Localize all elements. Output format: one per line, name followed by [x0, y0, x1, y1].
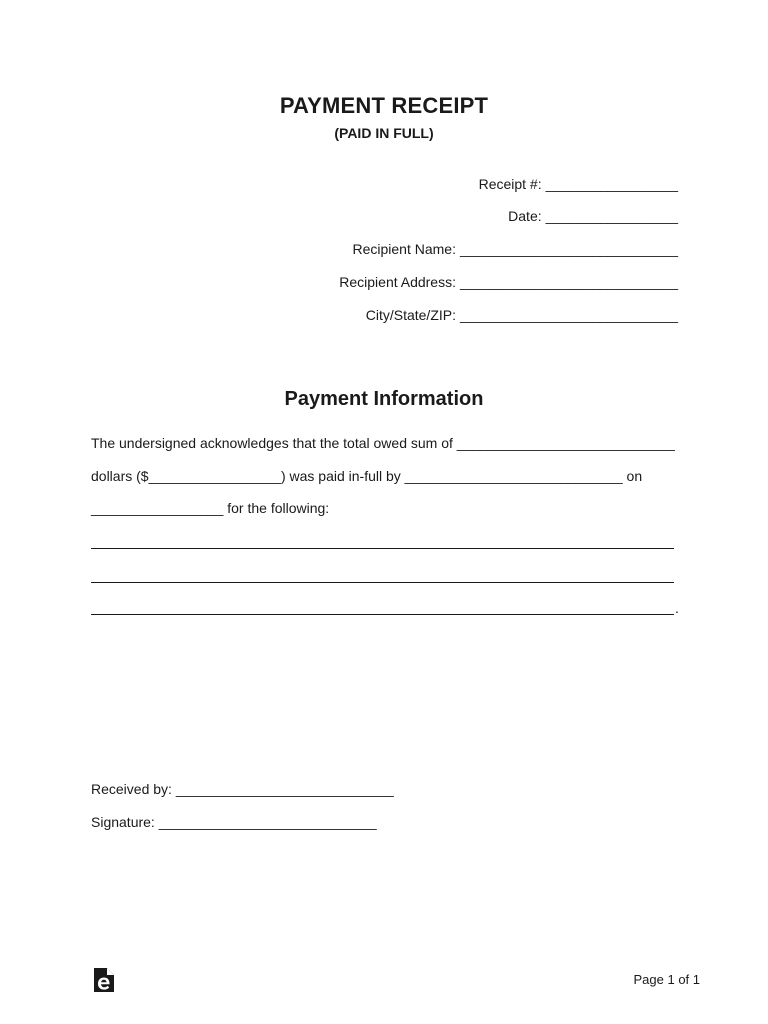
date-field[interactable]	[508, 208, 678, 224]
document-title: PAYMENT RECEIPT	[279, 93, 489, 118]
payment-text-line-1[interactable]: The undersigned acknowledges that the total owed sum of ____________________________	[91, 435, 675, 451]
document-subtitle: (PAID IN FULL)	[334, 125, 434, 141]
recipient-name-field[interactable]	[352, 241, 678, 257]
city-state-zip-blank[interactable]: ____________________________	[459, 307, 678, 323]
received-by-field[interactable]: Received by: ____________________________	[91, 781, 394, 797]
recipient-address-label: Recipient Address:	[339, 274, 456, 290]
recipient-name-blank[interactable]: ____________________________	[459, 241, 678, 257]
recipient-name-label: Recipient Name:	[352, 241, 456, 257]
recipient-address-field[interactable]	[339, 274, 678, 290]
payment-information-heading: Payment Information	[284, 388, 484, 410]
receipt-number-label: Receipt #:	[478, 176, 542, 192]
page-number: Page 1 of 1	[633, 972, 700, 987]
payment-text-line-2[interactable]: dollars ($_________________) was paid in-full by ____________________________ on	[91, 468, 643, 484]
description-period: .	[675, 600, 679, 616]
recipient-address-blank[interactable]: ____________________________	[459, 274, 678, 290]
payment-text-line-3[interactable]: _________________ for the following:	[91, 500, 330, 516]
city-state-zip-label: City/State/ZIP:	[365, 307, 456, 323]
receipt-number-field[interactable]	[479, 176, 678, 192]
signature-field[interactable]: Signature: ____________________________	[91, 814, 377, 830]
date-label: Date:	[508, 208, 542, 224]
description-line-2[interactable]	[91, 582, 674, 583]
receipt-number-blank[interactable]: _________________	[545, 176, 678, 192]
date-blank[interactable]: _________________	[545, 208, 678, 224]
description-line-3[interactable]	[91, 614, 674, 615]
description-line-1[interactable]	[91, 548, 674, 549]
city-state-zip-field[interactable]	[366, 307, 678, 323]
eforms-logo-icon	[94, 965, 114, 993]
